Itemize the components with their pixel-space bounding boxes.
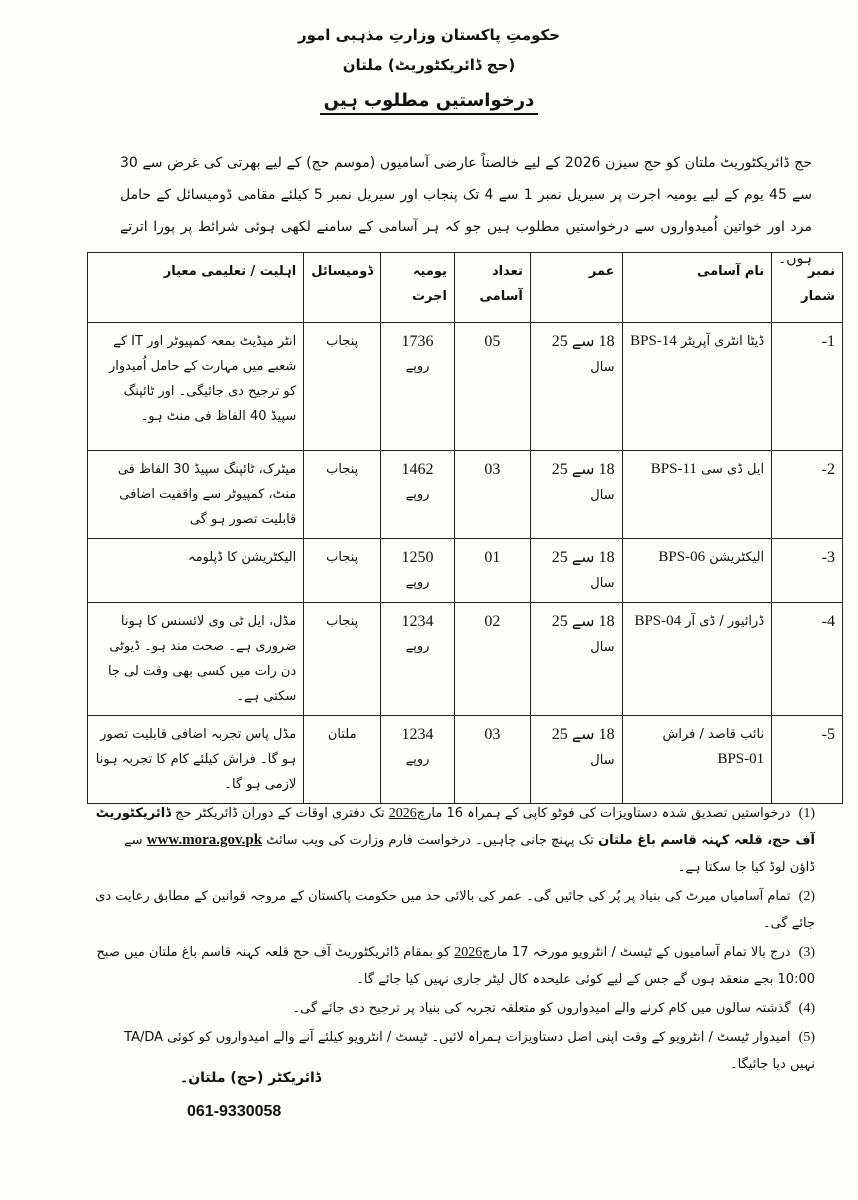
cell-serial: [772, 539, 843, 603]
ministry-heading: حکومتِ پاکستان وزارتِ مذہبی امور: [297, 26, 561, 44]
note-text: کو بمقام ڈائریکٹوریٹ آف حج قلعہ کہنہ قاسم باغ ملتان میں صبح 10:00 بجے منعقد ہوں گے جس کے لیے کوئی علیحدہ کال لیٹر جاری نہیں کیا جائے گا۔: [96, 945, 815, 987]
wage-unit: روپے: [405, 639, 430, 654]
title-text: درخواستیں مطلوب ہیں: [320, 90, 539, 115]
age-unit: سال: [590, 360, 615, 375]
qualification-text: انٹر میڈیٹ بمعہ کمپیوٹر اور IT کے شعبے میں مہارت کے حامل اُمیدوار کو ترجیح دی جائیگی۔ اور ٹائپنگ سپیڈ 40 الفاظ فی منٹ ہو۔: [108, 334, 297, 424]
domicile-text: پنجاب: [326, 550, 359, 565]
header-age: عمر: [530, 253, 622, 323]
table-row: [88, 716, 843, 804]
note-text: امیدوار ٹیسٹ / انٹرویو کے وقت اپنی اصل دستاویزات ہمراہ لائیں۔ ٹیسٹ / انٹرویو کیلئے آنے والے امیدواروں کو کوئی TA/DA نہیں دیا جائیگا۔: [124, 1030, 815, 1072]
note-text: گذشتہ سالوں میں کام کرنے والے امیدواروں کو متعلقہ تجربہ کی بنیاد پر ترجیح دی جائے گی۔: [292, 1001, 791, 1016]
table-row: [88, 451, 843, 539]
domicile-text: پنجاب: [326, 462, 359, 477]
cell-qualification: [88, 539, 304, 603]
wage-value: 1462: [401, 461, 434, 478]
wage-value: 1234: [401, 726, 434, 743]
serial-text: 2-: [821, 461, 835, 478]
table-row: [88, 323, 843, 451]
cell-count: [454, 716, 530, 804]
note-1: [95, 800, 815, 881]
age-unit: سال: [590, 753, 615, 768]
directorate-heading: (حج ڈائریکٹوریٹ) ملتان: [342, 56, 516, 74]
header-domicile: ڈومیسائل: [304, 253, 381, 323]
header-wage: یومیہ اجرت: [381, 253, 455, 323]
header-count: تعداد آسامی: [454, 253, 530, 323]
post-name: ڈیٹا انٹری آپریٹر: [680, 334, 765, 349]
post-bps: BPS-06: [658, 549, 706, 565]
cell-qualification: [88, 451, 304, 539]
cell-count: [454, 603, 530, 716]
cell-wage: [381, 716, 455, 804]
cell-domicile: [304, 323, 381, 451]
table-row: [88, 539, 843, 603]
domicile-text: پنجاب: [326, 614, 359, 629]
post-count: 03: [484, 726, 501, 743]
notes-section: [95, 800, 815, 1080]
age-range: 18 سے 25: [551, 333, 615, 350]
note-number: (3): [798, 945, 815, 960]
jobs-table: [87, 252, 843, 804]
post-bps: BPS-14: [630, 333, 677, 349]
website-link[interactable]: www.mora.gov.pk: [146, 832, 263, 848]
table-row: [88, 603, 843, 716]
qualification-text: الیکٹریشن کا ڈپلومہ: [187, 550, 297, 565]
age-range: 18 سے 25: [551, 726, 615, 743]
post-count: 02: [484, 613, 501, 630]
wage-value: 1234: [401, 613, 434, 630]
age-range: 18 سے 25: [551, 613, 615, 630]
age-unit: سال: [590, 576, 615, 591]
title-heading: [0, 90, 858, 111]
age-range: 18 سے 25: [551, 549, 615, 566]
cell-post: [622, 323, 772, 451]
cell-domicile: [304, 716, 381, 804]
note-year: 2026: [388, 806, 417, 821]
cell-age: [530, 716, 622, 804]
note-2: [95, 883, 815, 937]
note-4: [95, 995, 815, 1022]
cell-wage: [381, 603, 455, 716]
cell-serial: [772, 603, 843, 716]
cell-count: [454, 451, 530, 539]
wage-unit: روپے: [405, 359, 430, 374]
header-qualification: اہلیت / تعلیمی معیار: [88, 253, 304, 323]
table-header-row: [88, 253, 843, 323]
serial-text: 4-: [821, 613, 835, 630]
cell-domicile: [304, 539, 381, 603]
cell-qualification: [88, 716, 304, 804]
cell-qualification: [88, 323, 304, 451]
qualification-text: مڈل، ایل ٹی وی لائسنس کا ہونا ضروری ہے۔ صحت مند ہو۔ ڈیوٹی دن رات میں کسی بھی وقت لی جا سکتی ہے۔: [107, 614, 297, 704]
cell-age: [530, 539, 622, 603]
post-bps: BPS-04: [634, 613, 682, 629]
cell-domicile: [304, 603, 381, 716]
cell-post: [622, 451, 772, 539]
domicile-text: پنجاب: [326, 334, 359, 349]
note-3: [95, 939, 815, 993]
note-text: درخواستیں تصدیق شدہ دستاویزات کی فوٹو کاپی کے ہمراہ 16 مارچ: [416, 806, 791, 821]
wage-value: 1250: [401, 549, 434, 566]
post-name: ایل ڈی سی: [701, 462, 765, 477]
serial-text: 3-: [821, 549, 835, 566]
cell-age: [530, 603, 622, 716]
note-address: ڈائریکٹوریٹ آف حج، قلعہ کہنہ قاسم باغ ملتان: [95, 806, 815, 848]
note-number: (2): [798, 889, 815, 904]
post-count: 01: [484, 549, 501, 566]
cell-age: [530, 323, 622, 451]
qualification-text: میٹرک، ٹائپنگ سپیڈ 30 الفاظ فی منٹ، کمپیوٹر سے واقفیت اضافی قابلیت تصور ہو گی: [117, 462, 297, 527]
post-count: 05: [484, 333, 501, 350]
note-text: سے ڈاؤن لوڈ کیا جا سکتا ہے۔: [124, 833, 815, 875]
cell-post: [622, 603, 772, 716]
cell-qualification: [88, 603, 304, 716]
cell-serial: [772, 451, 843, 539]
cell-serial: [772, 323, 843, 451]
header-post: نام آسامی: [622, 253, 772, 323]
cell-wage: [381, 323, 455, 451]
phone-number: 061-9330058: [187, 1103, 282, 1120]
post-name: ڈرائیور / ڈی آر: [685, 614, 765, 629]
serial-text: 5-: [821, 726, 835, 743]
qualification-text: مڈل پاس تجربہ اضافی قابلیت تصور ہو گا۔ فراش کیلئے کام کا تجربہ ہونا لازمی ہو گا۔: [95, 727, 297, 792]
header-serial: نمبر شمار: [772, 253, 843, 323]
cell-count: [454, 323, 530, 451]
signature: ڈائریکٹر (حج) ملتان۔: [180, 1070, 322, 1086]
note-number: (5): [798, 1030, 815, 1045]
post-bps: BPS-11: [650, 461, 697, 477]
cell-age: [530, 451, 622, 539]
domicile-text: ملتان: [327, 727, 357, 742]
serial-text: 1-: [821, 333, 835, 350]
note-number: (1): [798, 806, 815, 821]
intro-paragraph: حج ڈائریکٹوریٹ ملتان کو حج سیزن 2026 کے لیے خالصتاً عارضی آسامیوں (موسم حج) کے لیے بھرتی کی غرض سے 30 سے 45 یوم کے لیے یومیہ اجرت پر سیریل نمبر 1 سے 4 تک پنجاب اور سیریل نمبر 5 کیلئے مقامی ڈومیسائل کے حامل مرد اور خواتین اُمیدواروں سے درخواستیں مطلوب ہیں جو کہ ہر آسامی کے سامنے لکھی ہوئی شرائط پر پورا اترتے ہوں۔: [120, 155, 812, 267]
wage-unit: روپے: [405, 575, 430, 590]
cell-domicile: [304, 451, 381, 539]
cell-serial: [772, 716, 843, 804]
note-text: درج بالا تمام آسامیوں کے ٹیسٹ / انٹرویو مورخہ 17 مارچ: [482, 945, 791, 960]
post-name: نائب قاصد / فراش: [662, 727, 765, 742]
age-unit: سال: [590, 488, 615, 503]
post-name: الیکٹریشن: [709, 550, 765, 565]
note-year: 2026: [454, 945, 483, 960]
wage-unit: روپے: [405, 487, 430, 502]
note-text: تمام آسامیاں میرٹ کی بنیاد پر پُر کی جائیں گی۔ عمر کی بالائی حد میں حکومت پاکستان کے مروجہ قوانین کے مطابق رعایت دی جائے گی۔: [95, 889, 815, 931]
age-unit: سال: [590, 640, 615, 655]
cell-post: [622, 716, 772, 804]
age-range: 18 سے 25: [551, 461, 615, 478]
note-text: تک دفتری اوقات کے دوران ڈائریکٹر حج: [175, 806, 385, 821]
cell-count: [454, 539, 530, 603]
wage-unit: روپے: [405, 752, 430, 767]
post-count: 03: [484, 461, 501, 478]
wage-value: 1736: [401, 333, 434, 350]
cell-wage: [381, 451, 455, 539]
cell-wage: [381, 539, 455, 603]
post-bps: BPS-01: [717, 751, 765, 767]
cell-post: [622, 539, 772, 603]
note-text: تک پہنچ جانی چاہیں۔ درخواست فارم وزارت کی ویب سائٹ: [266, 833, 594, 848]
note-number: (4): [798, 1001, 815, 1016]
